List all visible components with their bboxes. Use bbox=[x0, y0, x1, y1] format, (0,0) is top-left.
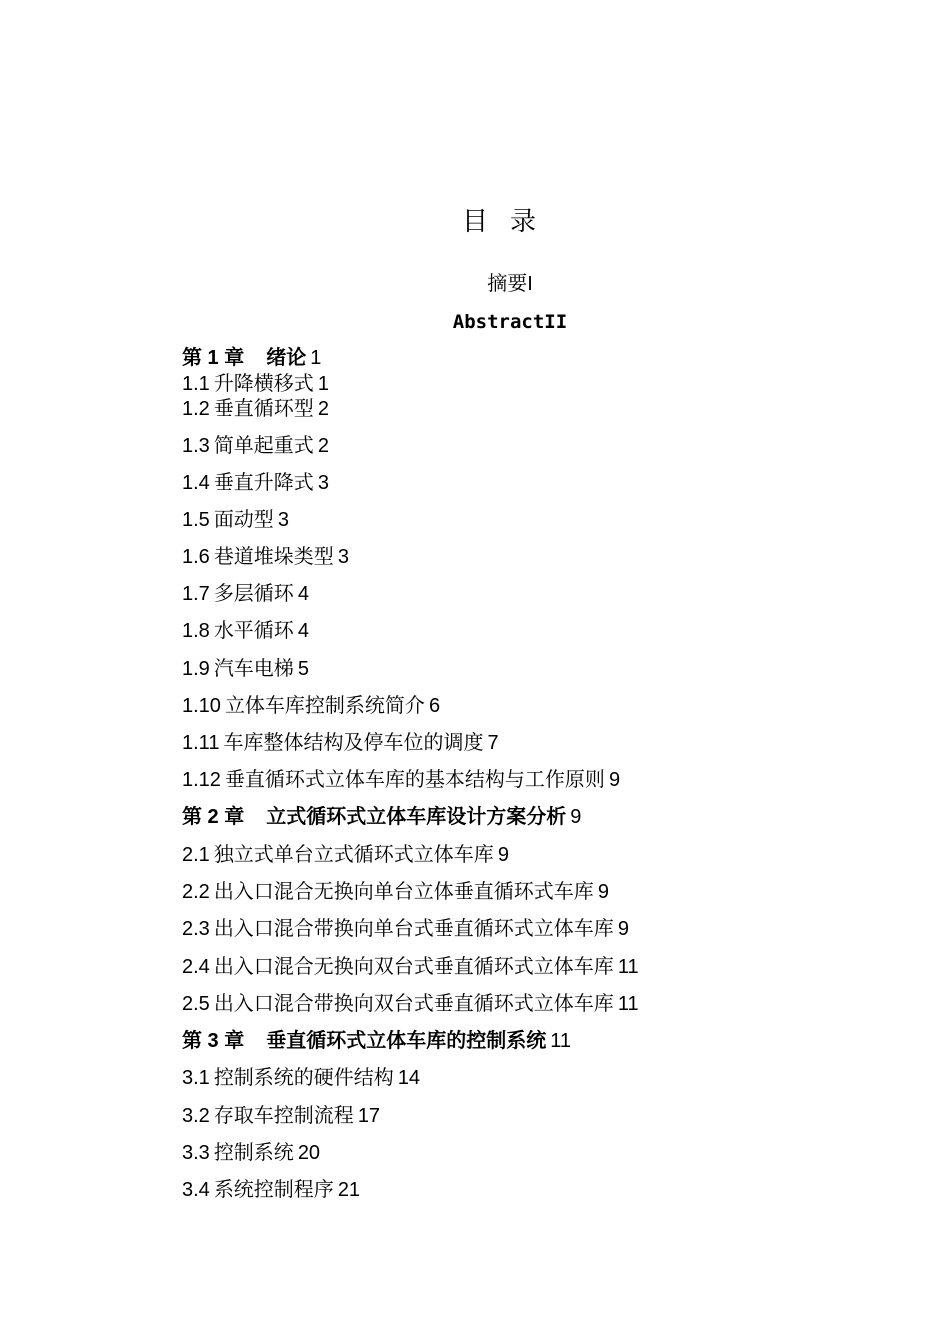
toc-entry-page: 11 bbox=[550, 1030, 572, 1052]
toc-entry-text: 控制系统 bbox=[213, 1142, 294, 1164]
toc-entry-text: 立体车库控制系统简介 bbox=[224, 695, 425, 717]
toc-entry[interactable] bbox=[182, 878, 609, 906]
toc-entry[interactable] bbox=[182, 841, 509, 869]
toc-entry-page: 14 bbox=[397, 1067, 421, 1089]
toc-entry-number: 1.9 bbox=[182, 658, 210, 680]
toc-entry-text: 立式循环式立体车库设计方案分析 bbox=[266, 806, 567, 828]
toc-entry-page: 3 bbox=[317, 472, 329, 494]
toc-entry[interactable] bbox=[182, 1027, 571, 1055]
toc-entry-number: 1.12 bbox=[182, 769, 221, 791]
toc-entry-number: 2.3 bbox=[182, 918, 210, 940]
toc-entry-number: 1.10 bbox=[182, 695, 221, 717]
toc-entry-number: 1.3 bbox=[182, 435, 210, 457]
toc-entry[interactable] bbox=[182, 580, 309, 608]
toc-entry-text: 升降横移式 bbox=[213, 373, 314, 395]
toc-entry-page: 3 bbox=[337, 546, 349, 568]
toc-entry-number: 2.2 bbox=[182, 881, 210, 903]
toc-entry-number: 1.2 bbox=[182, 398, 210, 420]
toc-entry-text: 出入口混合无换向单台立体垂直循环式车库 bbox=[213, 881, 594, 903]
toc-entry[interactable] bbox=[182, 692, 440, 720]
toc-entry-text: 绪论 bbox=[266, 347, 307, 369]
toc-entry-page: 2 bbox=[317, 398, 329, 420]
toc-entry-page: 3 bbox=[277, 509, 289, 531]
toc-entry-number: 3.3 bbox=[182, 1142, 210, 1164]
toc-entry[interactable] bbox=[182, 1102, 380, 1130]
toc-entry-page: 1 bbox=[310, 347, 322, 369]
toc-entry-text: 巷道堆垛类型 bbox=[213, 546, 334, 568]
toc-entry-number: 2.1 bbox=[182, 844, 210, 866]
toc-entry-page: 4 bbox=[297, 583, 309, 605]
toc-entry[interactable] bbox=[182, 729, 499, 757]
toc-entry-page: 9 bbox=[608, 769, 621, 791]
toc-entry-text: 控制系统的硬件结构 bbox=[213, 1067, 394, 1089]
toc-entry-number: 1.11 bbox=[182, 732, 220, 754]
toc-entry[interactable] bbox=[182, 432, 329, 460]
toc-entry[interactable] bbox=[182, 370, 329, 398]
toc-entry-text: 水平循环 bbox=[213, 620, 294, 642]
toc-entry-text: 独立式单台立式循环式立体车库 bbox=[213, 844, 494, 866]
toc-entry-number: 2.4 bbox=[182, 956, 210, 978]
toc-entry-text: 出入口混合无换向双台式垂直循环式立体车库 bbox=[213, 956, 614, 978]
toc-entry-abstract-en: AbstractII bbox=[452, 311, 568, 333]
toc-entry-text: 多层循环 bbox=[213, 583, 294, 605]
toc-entry-text: 垂直循环式立体车库的基本结构与工作原则 bbox=[224, 769, 605, 791]
toc-entry-number: 2.5 bbox=[182, 993, 210, 1015]
toc-entry[interactable] bbox=[182, 655, 309, 683]
toc-entry-page: 5 bbox=[297, 658, 309, 680]
toc-entry[interactable] bbox=[182, 1064, 420, 1092]
toc-entry-number: 第 3 章 bbox=[182, 1030, 245, 1052]
toc-entry[interactable] bbox=[182, 543, 349, 571]
toc-entry[interactable] bbox=[182, 990, 639, 1018]
toc-entry-page: 1 bbox=[317, 373, 329, 395]
toc-entry-text: 垂直升降式 bbox=[213, 472, 314, 494]
toc-entry[interactable] bbox=[182, 506, 289, 534]
toc-entry-number: 1.6 bbox=[182, 546, 210, 568]
toc-entry-number: 1.7 bbox=[182, 583, 210, 605]
toc-entry-text: 存取车控制流程 bbox=[213, 1105, 354, 1127]
toc-entry-page: 9 bbox=[617, 918, 629, 940]
toc-entry-page: 9 bbox=[597, 881, 609, 903]
toc-entry[interactable] bbox=[182, 469, 329, 497]
toc-entry[interactable] bbox=[182, 766, 620, 794]
toc-entry-text: 汽车电梯 bbox=[213, 658, 294, 680]
toc-entry[interactable] bbox=[182, 1176, 360, 1204]
toc-entry[interactable] bbox=[182, 395, 329, 423]
toc-entry-number: 1.8 bbox=[182, 620, 210, 642]
toc-entry[interactable] bbox=[182, 803, 581, 831]
toc-entry-page: 2 bbox=[317, 435, 329, 457]
toc-entry-text: 系统控制程序 bbox=[213, 1179, 334, 1201]
toc-entry-page: 9 bbox=[570, 806, 582, 828]
toc-entry-number: 1.1 bbox=[182, 373, 210, 395]
toc-entry-page: 17 bbox=[357, 1105, 381, 1127]
toc-entry-page: 7 bbox=[487, 732, 499, 754]
toc-entry-page: 21 bbox=[337, 1179, 361, 1201]
toc-entry-text: 面动型 bbox=[213, 509, 274, 531]
toc-entry-page: 6 bbox=[428, 695, 441, 717]
toc-entry-page: 9 bbox=[497, 844, 509, 866]
toc-title: 目录 bbox=[461, 207, 558, 237]
toc-entry-number: 1.4 bbox=[182, 472, 210, 494]
toc-entry-text: 出入口混合带换向单台式垂直循环式立体车库 bbox=[213, 918, 614, 940]
toc-entry-text: 垂直循环式立体车库的控制系统 bbox=[266, 1030, 547, 1052]
toc-entry[interactable] bbox=[182, 915, 629, 943]
toc-entry[interactable] bbox=[182, 953, 639, 981]
toc-entry-text: 车库整体结构及停车位的调度 bbox=[223, 732, 484, 754]
toc-entry-number: 3.4 bbox=[182, 1179, 210, 1201]
toc-entry-page: 11 bbox=[617, 993, 639, 1015]
toc-entry-number: 1.5 bbox=[182, 509, 210, 531]
toc-entry-number: 3.1 bbox=[182, 1067, 210, 1089]
toc-entry-number: 3.2 bbox=[182, 1105, 210, 1127]
toc-entry-page: 4 bbox=[297, 620, 309, 642]
toc-entry-page: 20 bbox=[297, 1142, 321, 1164]
toc-entry[interactable] bbox=[182, 617, 309, 645]
toc-entry-abstract-cn: 摘要I bbox=[487, 273, 533, 295]
toc-entry-text: 出入口混合带换向双台式垂直循环式立体车库 bbox=[213, 993, 614, 1015]
toc-entry-text: 垂直循环型 bbox=[213, 398, 314, 420]
toc-entry[interactable] bbox=[182, 1139, 320, 1167]
toc-entry-number: 第 2 章 bbox=[182, 806, 245, 828]
toc-entry[interactable] bbox=[182, 344, 321, 372]
toc-entry-number: 第 1 章 bbox=[182, 347, 245, 369]
toc-entry-page: 11 bbox=[617, 956, 639, 978]
toc-entry-text: 简单起重式 bbox=[213, 435, 314, 457]
